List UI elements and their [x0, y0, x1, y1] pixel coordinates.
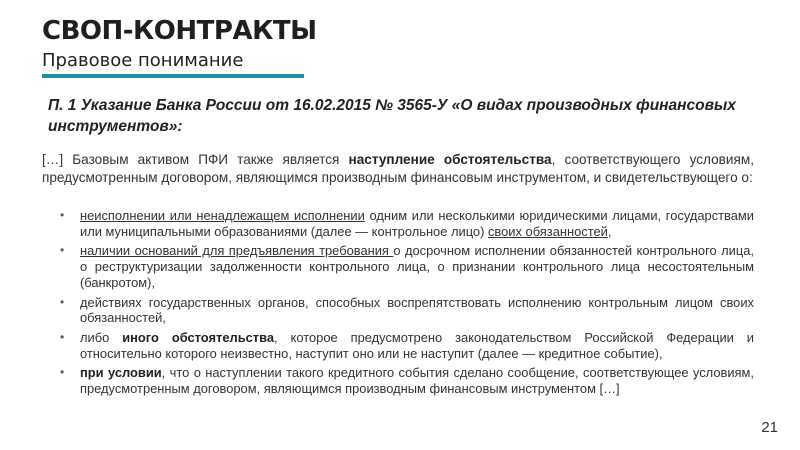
list-item [60, 243, 754, 290]
item-text: , что о наступлении такого кредитного события сделано сообщение, соответствующее условиям, предусмотренным договором, являющимся производным финансовым инструментом […] [80, 365, 754, 397]
underlined-term: наличии оснований для предъявления требования [80, 243, 394, 259]
list-item [60, 295, 754, 326]
bullet-icon: • [60, 208, 65, 222]
intro-text-cont: , соответствующего условиям, предусмотренным договором, являющимся производным финансовым инструментом, и свидетельствующего о: [42, 152, 754, 185]
intro-bold-term: наступление обстоятельства [348, 152, 552, 167]
item-text: одним или несколькими юридическими лицами, государствами или муниципальными образованиями (далее — контрольное лицо) [80, 208, 754, 239]
intro-paragraph [42, 151, 754, 186]
bullet-icon: • [60, 243, 65, 258]
item-text: , [607, 223, 612, 239]
item-text: действиях государственных органов, способных воспрепятствовать исполнению контрольным лицом своих обязанностей, [80, 294, 754, 326]
bold-term: иного обстоятельства [122, 329, 275, 345]
slide-subtitle: Правовое понимание [42, 50, 244, 71]
accent-divider [42, 74, 304, 78]
bold-term: при условии [80, 365, 162, 381]
item-text: о досрочном исполнении обязанностей контрольного лица, о реструктуризации задолженности контрольного лица, о признании контрольного лица несостоятельным (банкротом), [80, 243, 754, 290]
list-item [60, 330, 754, 361]
list-item [60, 365, 754, 396]
item-text: либо [80, 329, 123, 345]
bullet-icon: • [60, 365, 65, 380]
list-item [60, 208, 754, 239]
slide-title: СВОП-КОНТРАКТЫ [42, 16, 317, 46]
condition-list [60, 208, 754, 401]
underlined-term: своих обязанностей [487, 223, 608, 239]
page-number: 21 [761, 419, 778, 436]
underlined-term: неисполнении или ненадлежащем исполнении [80, 208, 365, 223]
intro-text: […] Базовым активом ПФИ также является [42, 152, 349, 167]
item-text: , которое предусмотрено законодательством Российской Федерации и относительно которого неизвестно, наступит оно или не наступит (далее — кредитное событие), [80, 329, 754, 361]
document-heading: П. 1 Указание Банка России от 16.02.2015 № 3565-У «О видах производных финансовых инструментов»: [48, 97, 736, 135]
bullet-icon: • [60, 294, 65, 309]
bullet-icon: • [60, 329, 65, 344]
